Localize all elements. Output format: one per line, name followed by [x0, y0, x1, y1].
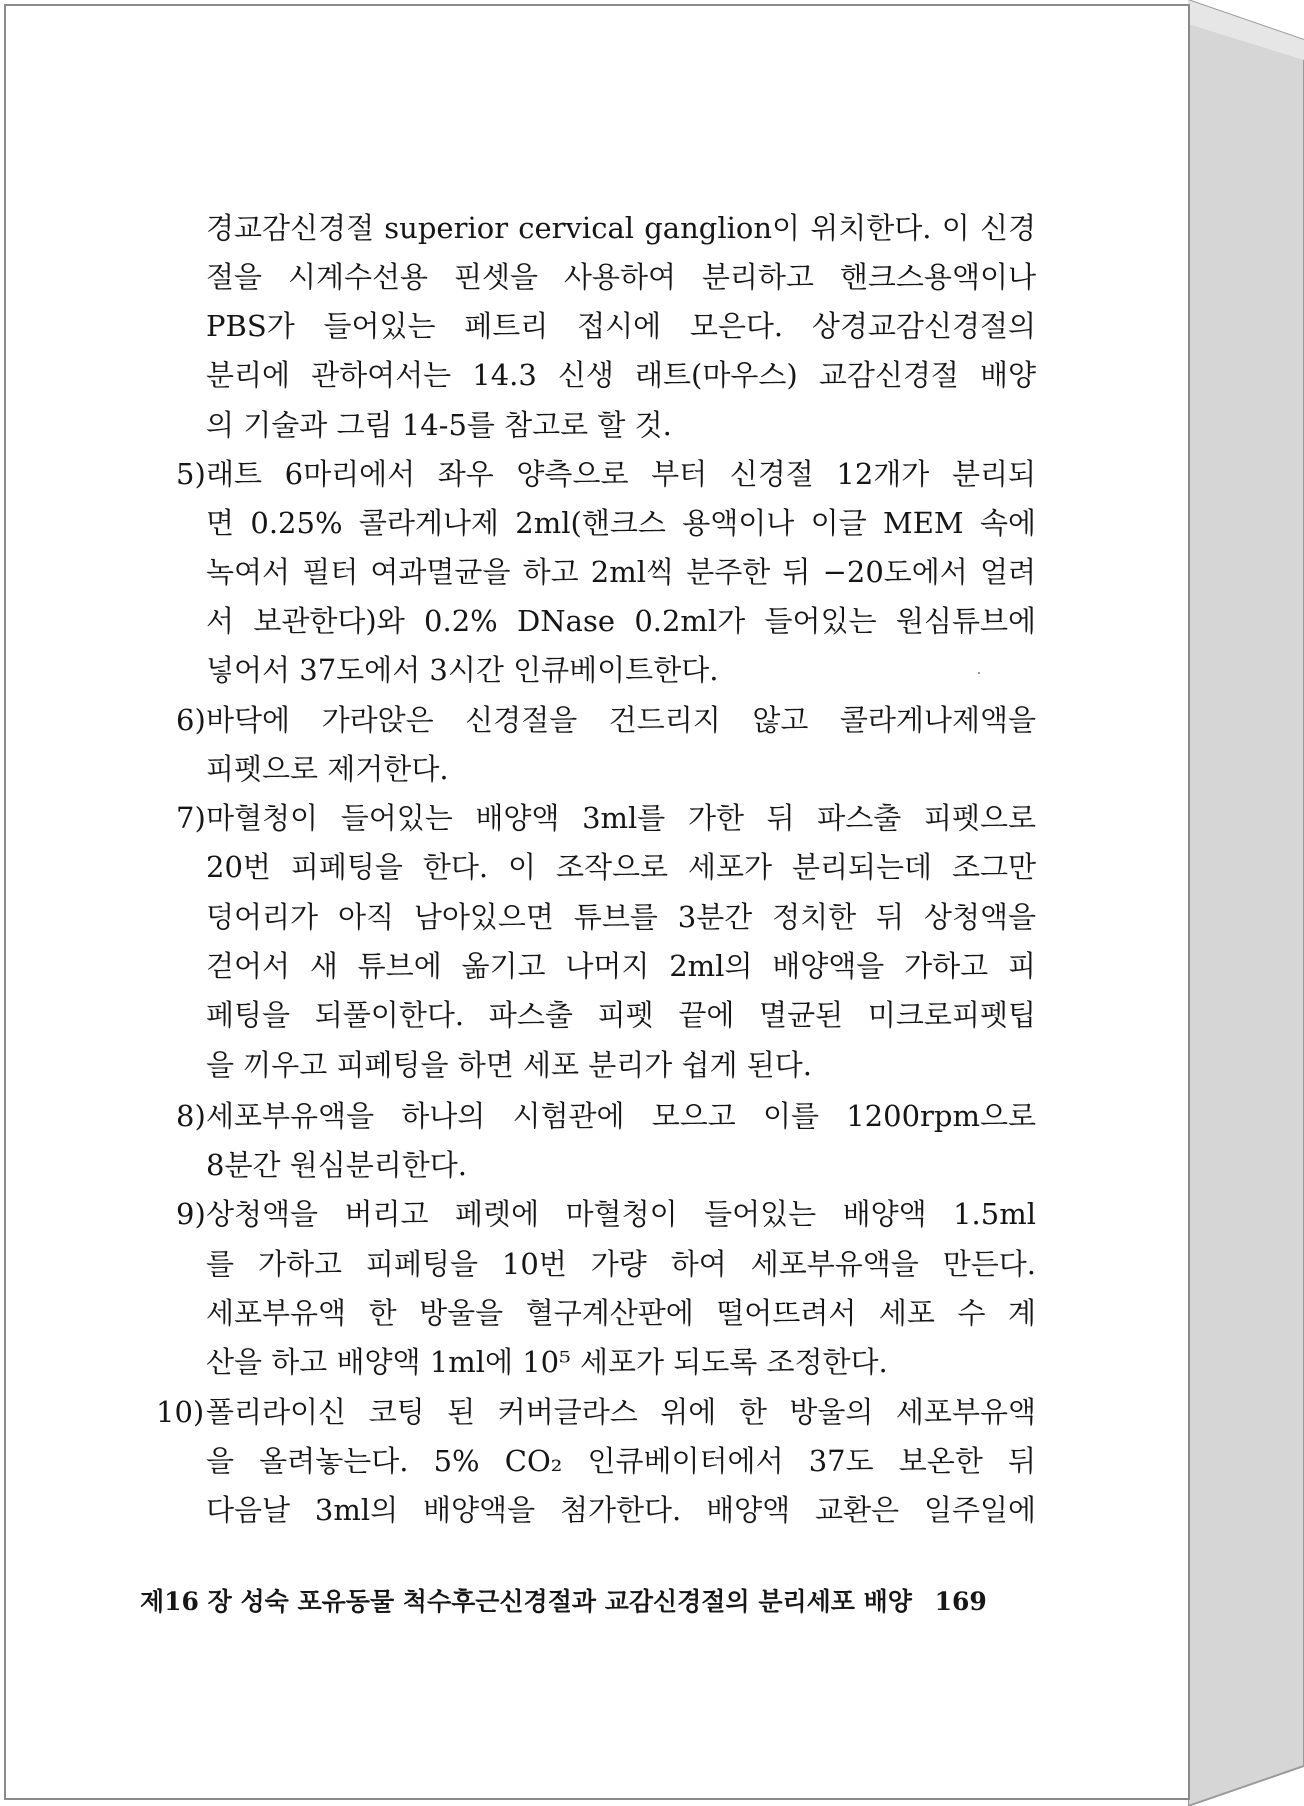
text-line: 다음날 3ml의 배양액을 첨가한다. 배양액 교환은 일주일에 — [206, 1493, 1036, 1527]
text-line: 페팅을 되풀이한다. 파스출 피펫 끝에 멸균된 미크로피펫팁 — [206, 998, 1036, 1032]
item-number-6: 6) — [176, 703, 206, 737]
text-line: 폴리라이신 코팅 된 커버글라스 위에 한 방울의 세포부유액 — [206, 1395, 1036, 1429]
page-number: 169 — [934, 1587, 987, 1616]
text-line: 래트 6마리에서 좌우 양측으로 부터 신경절 12개가 분리되 — [206, 457, 1036, 491]
text-line: 덩어리가 아직 남아있으면 튜브를 3분간 정치한 뒤 상청액을 — [206, 900, 1036, 934]
text-line: 녹여서 필터 여과멸균을 하고 2ml씩 분주한 뒤 −20도에서 얼려 — [206, 555, 1036, 589]
item-number-10: 10) — [156, 1395, 205, 1429]
text-line: 걷어서 새 튜브에 옮기고 나머지 2ml의 배양액을 가하고 피 — [206, 949, 1036, 983]
scan-speck — [978, 672, 980, 674]
text-line: 을 올려놓는다. 5% CO₂ 인큐베이터에서 37도 보온한 뒤 — [206, 1444, 1036, 1478]
text-line: 8분간 원심분리한다. — [206, 1148, 467, 1182]
text-line: 세포부유액 한 방울을 혈구계산판에 떨어뜨려서 세포 수 계 — [206, 1296, 1036, 1330]
item-number-8: 8) — [176, 1099, 206, 1133]
text-line: 피펫으로 제거한다. — [206, 752, 449, 786]
text-line: 바닥에 가라앉은 신경절을 건드리지 않고 콜라게나제액을 — [206, 703, 1036, 737]
text-line: 세포부유액을 하나의 시험관에 모으고 이를 1200rpm으로 — [206, 1099, 1036, 1133]
text-line: 마혈청이 들어있는 배양액 3ml를 가한 뒤 파스출 피펫으로 — [206, 801, 1036, 835]
text-line: 을 끼우고 피페팅을 하면 세포 분리가 쉽게 된다. — [206, 1048, 813, 1082]
text-line: 면 0.25% 콜라게나제 2ml(핸크스 용액이나 이글 MEM 속에 — [206, 506, 1036, 540]
text-line: 산을 하고 배양액 1ml에 10⁵ 세포가 되도록 조정한다. — [206, 1345, 888, 1379]
text-line: 의 기술과 그림 14-5를 참고로 할 것. — [206, 408, 672, 442]
running-footer: 제16 장 성숙 포유동물 척수후근신경절과 교감신경절의 분리세포 배양 — [140, 1587, 912, 1616]
text-line: PBS가 들어있는 페트리 접시에 모은다. 상경교감신경절의 — [206, 309, 1036, 343]
text-line: 절을 시계수선용 핀셋을 사용하여 분리하고 핸크스용액이나 — [206, 260, 1036, 294]
page-footer — [140, 1582, 1010, 1622]
text-line: 를 가하고 피페팅을 10번 가량 하여 세포부유액을 만든다. — [206, 1247, 1036, 1281]
item-number-7: 7) — [176, 801, 206, 835]
text-line: 경교감신경절 superior cervical ganglion이 위치한다. 이 신경 — [206, 211, 1036, 245]
text-line: 20번 피페팅을 한다. 이 조작으로 세포가 분리되는데 조그만 — [206, 850, 1036, 884]
book-edge — [1188, 0, 1304, 1806]
text-line: 서 보관한다)와 0.2% DNase 0.2ml가 들어있는 원심튜브에 — [206, 604, 1036, 638]
text-line: 넣어서 37도에서 3시간 인큐베이트한다. — [206, 653, 719, 687]
text-line: 상청액을 버리고 페렛에 마혈청이 들어있는 배양액 1.5ml — [206, 1197, 1036, 1231]
item-number-9: 9) — [176, 1197, 206, 1231]
text-line: 분리에 관하여서는 14.3 신생 래트(마우스) 교감신경절 배양 — [206, 358, 1036, 392]
item-number-5: 5) — [176, 457, 206, 491]
